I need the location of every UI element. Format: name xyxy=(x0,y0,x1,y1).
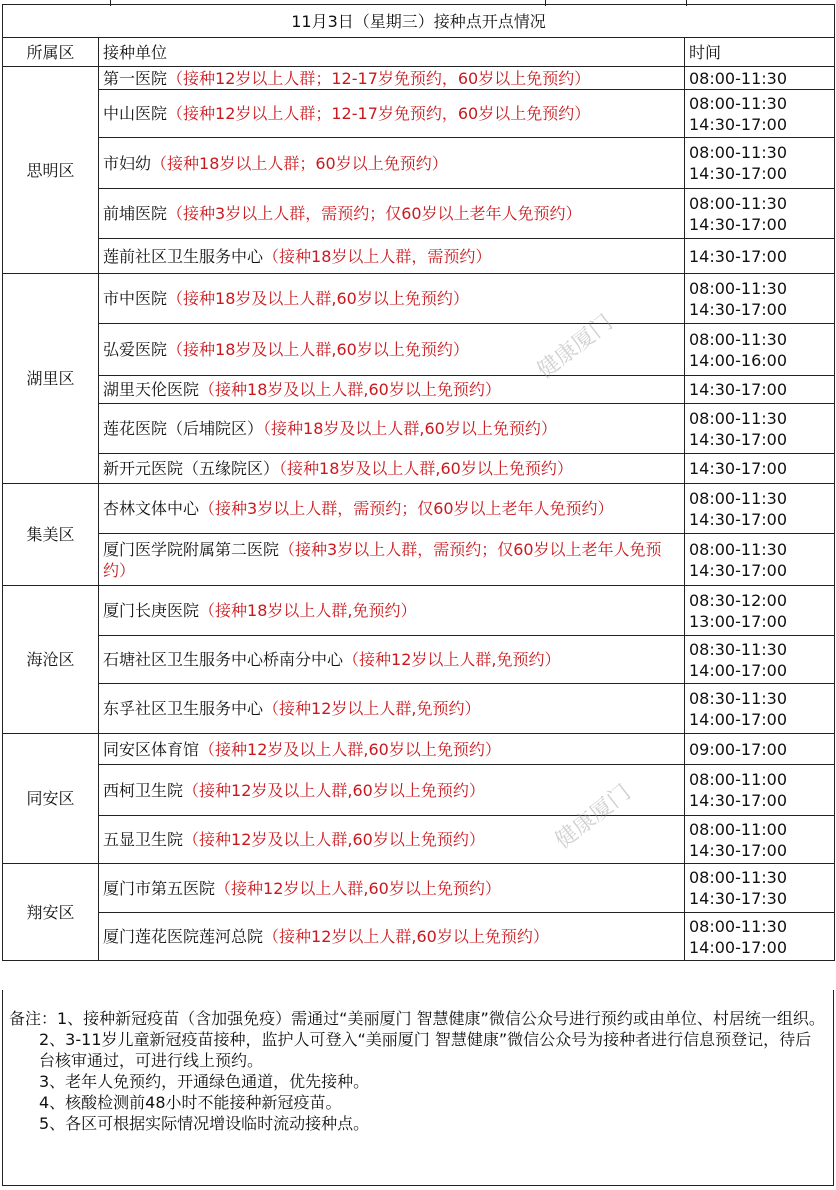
unit-note: （接种12岁及以上人群,60岁以上免预约） xyxy=(199,739,501,759)
unit-cell xyxy=(99,765,685,816)
unit-name: 石塘社区卫生服务中心桥南分中心 xyxy=(103,650,344,669)
time-cell xyxy=(685,67,835,90)
time-slot: 08:30-11:30 xyxy=(689,639,787,659)
time-slot: 08:00-11:30 xyxy=(689,143,787,162)
time-slot: 09:00-17:00 xyxy=(689,739,787,759)
unit-cell xyxy=(99,484,685,534)
unit-name: 厦门市第五医院 xyxy=(103,878,216,898)
time-slot: 13:00-17:00 xyxy=(689,611,787,631)
district-cell: 同安区 xyxy=(3,734,99,864)
table-row xyxy=(3,274,835,324)
watermark-2: 健康厦门 xyxy=(550,780,636,855)
unit-name: 中山医院 xyxy=(103,104,168,123)
time-slot: 08:00-11:00 xyxy=(689,819,787,839)
unit-name: 厦门医学院附属第二医院 xyxy=(103,539,280,559)
time-slot: 14:00-17:00 xyxy=(689,937,787,957)
unit-cell xyxy=(99,90,685,138)
unit-cell xyxy=(99,684,685,734)
table-row xyxy=(3,913,835,961)
time-slot: 08:00-11:00 xyxy=(689,770,787,789)
table-title: 11月3日（星期三）接种点开点情况 xyxy=(3,5,835,38)
remark-2: 2、3-11岁儿童新冠疫苗接种，监护人可登入“美丽厦门 智慧健康”微信公众号为接种者进行信息预登记，待后台核审通过，可进行线上预约。 xyxy=(39,1030,812,1070)
time-cell xyxy=(685,274,835,324)
district-cell: 翔安区 xyxy=(3,864,99,961)
time-slot: 08:00-11:30 xyxy=(689,868,787,887)
time-slot: 14:00-17:00 xyxy=(689,709,787,729)
time-slot: 14:30-17:00 xyxy=(689,791,787,810)
vaccination-schedule-table xyxy=(2,4,835,961)
time-slot: 08:00-11:30 xyxy=(689,488,787,508)
unit-cell xyxy=(99,189,685,239)
unit-name: 杏林文体中心 xyxy=(103,499,200,518)
remark-4: 4、核酸检测前48小时不能接种新冠疫苗。 xyxy=(39,1093,342,1112)
table-row xyxy=(3,90,835,138)
table-row xyxy=(3,816,835,864)
time-cell xyxy=(685,765,835,816)
unit-cell xyxy=(99,376,685,404)
unit-note: （接种3岁以上人群，需预约；仅60岁以上老年人免预约） xyxy=(103,539,662,580)
unit-name: 新开元医院（五缘院区） xyxy=(103,459,280,478)
unit-note: （接种18岁及以上人群,60岁以上免预约） xyxy=(279,459,573,478)
time-cell xyxy=(685,239,835,274)
unit-cell xyxy=(99,404,685,454)
unit-cell xyxy=(99,816,685,864)
time-cell xyxy=(685,484,835,534)
unit-name: 市中医院 xyxy=(103,289,168,308)
table-row xyxy=(3,67,835,90)
unit-cell xyxy=(99,913,685,961)
unit-note: （接种18岁及以上人群,60岁以上免预约） xyxy=(167,340,469,359)
unit-cell xyxy=(99,274,685,324)
time-slot: 08:00-11:30 xyxy=(689,68,787,88)
unit-name: 第一医院 xyxy=(103,68,168,88)
unit-cell xyxy=(99,734,685,765)
unit-note: （接种12岁以上人群,免预约） xyxy=(343,650,561,669)
time-slot: 14:30-17:00 xyxy=(689,509,787,529)
table-row xyxy=(3,454,835,484)
unit-name: 厦门莲花医院莲河总院 xyxy=(103,927,264,946)
time-slot: 14:30-17:00 xyxy=(689,560,787,580)
table-row xyxy=(3,239,835,274)
header-district: 所属区 xyxy=(3,38,99,67)
remark-3: 3、老年人免预约，开通绿色通道，优先接种。 xyxy=(39,1072,370,1091)
unit-name: 湖里天伦医院 xyxy=(103,380,200,399)
unit-cell xyxy=(99,138,685,189)
table-row xyxy=(3,484,835,534)
time-slot: 14:30-17:00 xyxy=(689,429,787,449)
unit-cell xyxy=(99,454,685,484)
unit-note: （接种3岁以上人群，需预约；仅60岁以上老年人免预约） xyxy=(167,204,582,223)
table-row xyxy=(3,684,835,734)
time-cell xyxy=(685,684,835,734)
time-slot: 08:00-11:30 xyxy=(689,93,787,113)
header-time: 时间 xyxy=(685,38,835,67)
table-row xyxy=(3,734,835,765)
unit-cell xyxy=(99,67,685,90)
unit-note: （接种12岁及以上人群,60岁以上免预约） xyxy=(183,780,485,800)
unit-cell xyxy=(99,864,685,913)
time-slot: 14:00-16:00 xyxy=(689,350,787,370)
watermark-1: 健康厦门 xyxy=(532,310,618,385)
time-cell xyxy=(685,734,835,765)
time-cell xyxy=(685,189,835,239)
unit-note: （接种18岁及以上人群,60岁以上免预约） xyxy=(167,289,469,308)
table-row xyxy=(3,534,835,586)
unit-cell xyxy=(99,636,685,684)
time-cell xyxy=(685,404,835,454)
time-slot: 08:00-11:30 xyxy=(689,193,787,213)
unit-name: 厦门长庚医院 xyxy=(103,601,200,620)
time-slot: 14:30-17:00 xyxy=(689,214,787,234)
unit-note: （接种3岁以上人群，需预约；仅60岁以上老年人免预约） xyxy=(199,499,614,518)
table-row xyxy=(3,864,835,913)
table-row xyxy=(3,189,835,239)
time-slot: 08:00-11:30 xyxy=(689,278,787,298)
remark-1: 备注：1、接种新冠疫苗（含加强免疫）需通过“美丽厦门 智慧健康”微信公众号进行预约或由单位、村居统一组织。 xyxy=(9,1009,825,1028)
header-unit: 接种单位 xyxy=(99,38,685,67)
unit-cell xyxy=(99,534,685,586)
unit-note: （接种12岁及以上人群,60岁以上免预约） xyxy=(183,830,485,849)
time-slot: 08:00-11:30 xyxy=(689,916,787,936)
time-cell xyxy=(685,913,835,961)
table-row xyxy=(3,376,835,404)
time-slot: 14:00-17:00 xyxy=(689,660,787,680)
unit-name: 弘爱医院 xyxy=(103,340,168,359)
time-slot: 14:30-17:00 xyxy=(689,299,787,319)
unit-name: 市妇幼 xyxy=(103,153,152,173)
unit-note: （接种18岁以上人群,免预约） xyxy=(199,601,417,620)
district-cell: 海沧区 xyxy=(3,586,99,734)
unit-cell xyxy=(99,324,685,376)
time-slot: 14:30-17:00 xyxy=(689,840,787,860)
unit-name: 东孚社区卫生服务中心 xyxy=(103,699,264,718)
time-slot: 14:30-17:00 xyxy=(689,459,787,478)
district-cell: 集美区 xyxy=(3,484,99,586)
unit-name: 同安区体育馆 xyxy=(103,739,200,759)
time-slot: 08:30-12:00 xyxy=(689,590,787,610)
title-row xyxy=(3,5,835,38)
unit-name: 莲花医院（后埔院区） xyxy=(103,419,264,438)
time-slot: 14:30-17:30 xyxy=(689,889,787,908)
remark-5: 5、各区可根据实际情况增设临时流动接种点。 xyxy=(39,1114,370,1133)
table-row xyxy=(3,138,835,189)
unit-cell xyxy=(99,239,685,274)
unit-name: 五显卫生院 xyxy=(103,830,184,849)
time-slot: 14:30-17:00 xyxy=(689,380,787,399)
time-cell xyxy=(685,324,835,376)
unit-name: 前埔医院 xyxy=(103,204,168,223)
district-cell: 思明区 xyxy=(3,67,99,274)
table-row xyxy=(3,765,835,816)
district-cell: 湖里区 xyxy=(3,274,99,484)
time-slot: 14:30-17:00 xyxy=(689,114,787,134)
unit-note: （接种12岁以上人群；12-17岁免预约，60岁以上免预约） xyxy=(167,68,591,88)
time-slot: 08:30-11:30 xyxy=(689,688,787,708)
time-cell xyxy=(685,376,835,404)
time-cell xyxy=(685,454,835,484)
unit-name: 莲前社区卫生服务中心 xyxy=(103,246,264,266)
remarks-section xyxy=(2,990,834,1186)
unit-note: （接种12岁以上人群；12-17岁免预约，60岁以上免预约） xyxy=(167,104,591,123)
time-cell xyxy=(685,636,835,684)
time-cell xyxy=(685,138,835,189)
time-cell xyxy=(685,90,835,138)
table-row xyxy=(3,324,835,376)
table-row xyxy=(3,404,835,454)
time-slot: 08:00-11:30 xyxy=(689,408,787,428)
unit-note: （接种18岁以上人群；60岁以上免预约） xyxy=(151,153,448,173)
unit-note: （接种12岁以上人群,60岁以上免预约） xyxy=(215,878,501,898)
time-cell xyxy=(685,864,835,913)
time-cell xyxy=(685,534,835,586)
unit-note: （接种18岁及以上人群,60岁以上免预约） xyxy=(199,380,501,399)
unit-name: 西柯卫生院 xyxy=(103,780,184,800)
unit-note: （接种18岁及以上人群,60岁以上免预约） xyxy=(263,419,557,438)
unit-note: （接种12岁以上人群,60岁以上免预约） xyxy=(263,927,549,946)
time-cell xyxy=(685,586,835,636)
header-row xyxy=(3,38,835,67)
table-row xyxy=(3,586,835,636)
time-slot: 08:00-11:30 xyxy=(689,539,787,559)
time-slot: 14:30-17:00 xyxy=(689,164,787,183)
time-slot: 08:00-11:30 xyxy=(689,329,787,349)
time-cell xyxy=(685,816,835,864)
unit-note: （接种12岁以上人群,免预约） xyxy=(263,699,481,718)
time-slot: 14:30-17:00 xyxy=(689,246,787,266)
table-row xyxy=(3,636,835,684)
unit-note: （接种18岁以上人群，需预约） xyxy=(263,246,492,266)
unit-cell xyxy=(99,586,685,636)
